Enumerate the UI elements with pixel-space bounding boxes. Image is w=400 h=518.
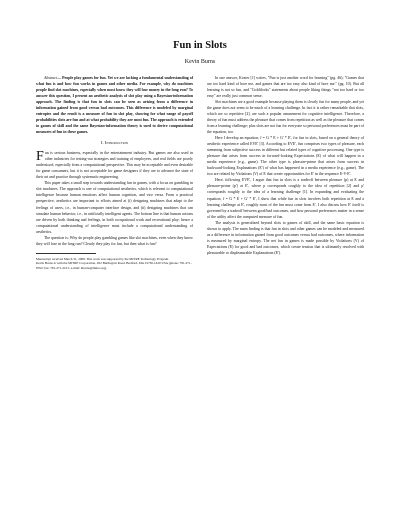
footnote-divider [36,253,96,254]
abstract [36,75,193,135]
intro-paragraph-2: This paper takes a small step towards understanding fun in games, with a focus on gambling in slot machines. The approach is one of computational aesthetics, which is relevant to computational intelligence because human emotions affect human cognition, and vice versa. From a practical perspective, aesthetics are important to efforts aimed at (i) designing machines that adapt to the feelings of users, i.e., in human-computer interface design, and (ii) designing machines that can simulate human behavior, i.e., in artificially intelligent agents. The bottom line is that human actions are driven by both thinking and feelings, in both occupational work and recreational play; hence a computational understanding of intelligence must include a computational understanding of aesthetics. [36,181,193,234]
abstract-label: Abstract [44,75,58,80]
footnote [36,257,193,271]
author-name: Kevin Burns [184,58,216,65]
right-paragraph-4: Here, following EVE', I argue that fun in slots is a tradeoff between pleasure (p) at E and pleasure-prime (p') at E', where p corresponds roughly to the idea of repetition [2] and p' corresponds roughly to the idea of a learning challenge [1]. In expanding and evaluating the equation, f = G * E + G' * E', I show that while fun in slots involves both repetition at E and a learning challenge at E', roughly most of the fun must come from E'. I also discuss how E' itself is governed by a tradeoff between good/bad outcomes, and how personal preferences matter in a sense of the utility affect the computed measure of fun. [207,178,364,219]
two-column-body [36,75,364,271]
left-column [36,75,193,271]
right-paragraph-2: Slot machines are a good example because playing them is clearly fun for many people, and yet the game does not seem to be much of a learning challenge. In fact it is rather remarkable that slots, which are so repetitive [2], are such a popular amusement for cognitive intelligence. Therefore, a theory of fun must address the pleasure that comes from repetition as well as the pleasure that comes from a learning challenge; plus slots are not fun for everyone so personal preferences must be part of the equation, too. [207,99,364,135]
intro-paragraph-1: Fun is serious business, especially in the entertainment industry. But games are also used in other industries for testing-out strategies and training of employees, and real fields are poorly understood, especially from a computational perspective. This may be acceptable and even desirable for game consumers, but it is not acceptable for game designers if they are to advance the state of their art and practice through systematic engineering. [36,149,193,180]
right-column [207,75,364,271]
abstract-text: — People play games for fun. Yet we are lacking a fundamental understanding of what fun is and how fun works in games and other media. For example, why do machines people find slot machines, especially when most know they will lose money in the long run? To answer this question, I present an aesthetic analysis of slot play using a Bayesian-information approach. The finding is that fun in slots can be seen as arising from a difference in information gained from good versus bad outcomes. This difference is modeled by marginal entropies and the result is a measure of fun in slot play, showing for what range of payoff probabilities slots are fun and at what probability they are most fun. The approach is extended to games of skill and the same Bayesian-information theory is used to derive computational measures of fun in these games. [36,75,193,135]
footnote-line-2: Kevin Burns is with the MITRE Corporation, 202 Burlington Road, Bedford, MA 01730-1420 USA (phone: 781-271-8762; fax: 781-271-2101; e-mail: kburns@mitre.org). [36,261,192,271]
right-paragraph-3: Here I develop an equation, f = G * E + G' * E', for fun in slots, based on a general theory of aesthetic experience called EVE' [3]. According to EVE', fun comprises two types of pleasure, each stemming from subjective success in different but related types of cognitive processing. One type is pleasure that arises from success in forward-looking Expectations (E) of what will happen in a media experience (e.g., game). The other type is pleasure-prime that arises from success in backward-looking Explanations (E') of what has happened in a media experience (e.g., game). The two are related by Violations (V) of E that create opportunities for E' in the sequence E-V-E'. [207,136,364,177]
paper-title: Fun in Slots [173,40,227,51]
right-paragraph-5: The analysis is generalized beyond slots to games of skill, and the same basic equation is shown to apply. The main finding is that fun in slots and other games can be modeled and measured as a difference in information gained from good outcomes versus bad outcomes, where information is measured by marginal entropy. The net fun in games is made possible by Violations (V) of Expectations (E) for good and bad outcomes, which create tension that is ultimately resolved with pleasurable or displeasurable Explanations (E'). [207,220,364,255]
section-heading-introduction: I. Introduction [100,140,129,146]
footnote-line-1: Manuscript received March 31, 2008. This work was supported by the MITRE Technology Program. [36,256,169,261]
intro-paragraph-3: The question is: Why do people play gambling games like slot machines, even when they know they will lose in the long run? Clearly they play for fun, but then what is fun? [36,235,193,246]
right-paragraph-1: In one answer, Koster [1] writes, "Fun is just another word for learning" (pg. 46); "Games that are too hard kind of bore me, and games that are too easy also kind of bore me." (pg. 10). But all learning is not so fun, and "Goldilocks" statements about people liking things "not too hard or too easy" are really just common sense. [207,75,364,98]
